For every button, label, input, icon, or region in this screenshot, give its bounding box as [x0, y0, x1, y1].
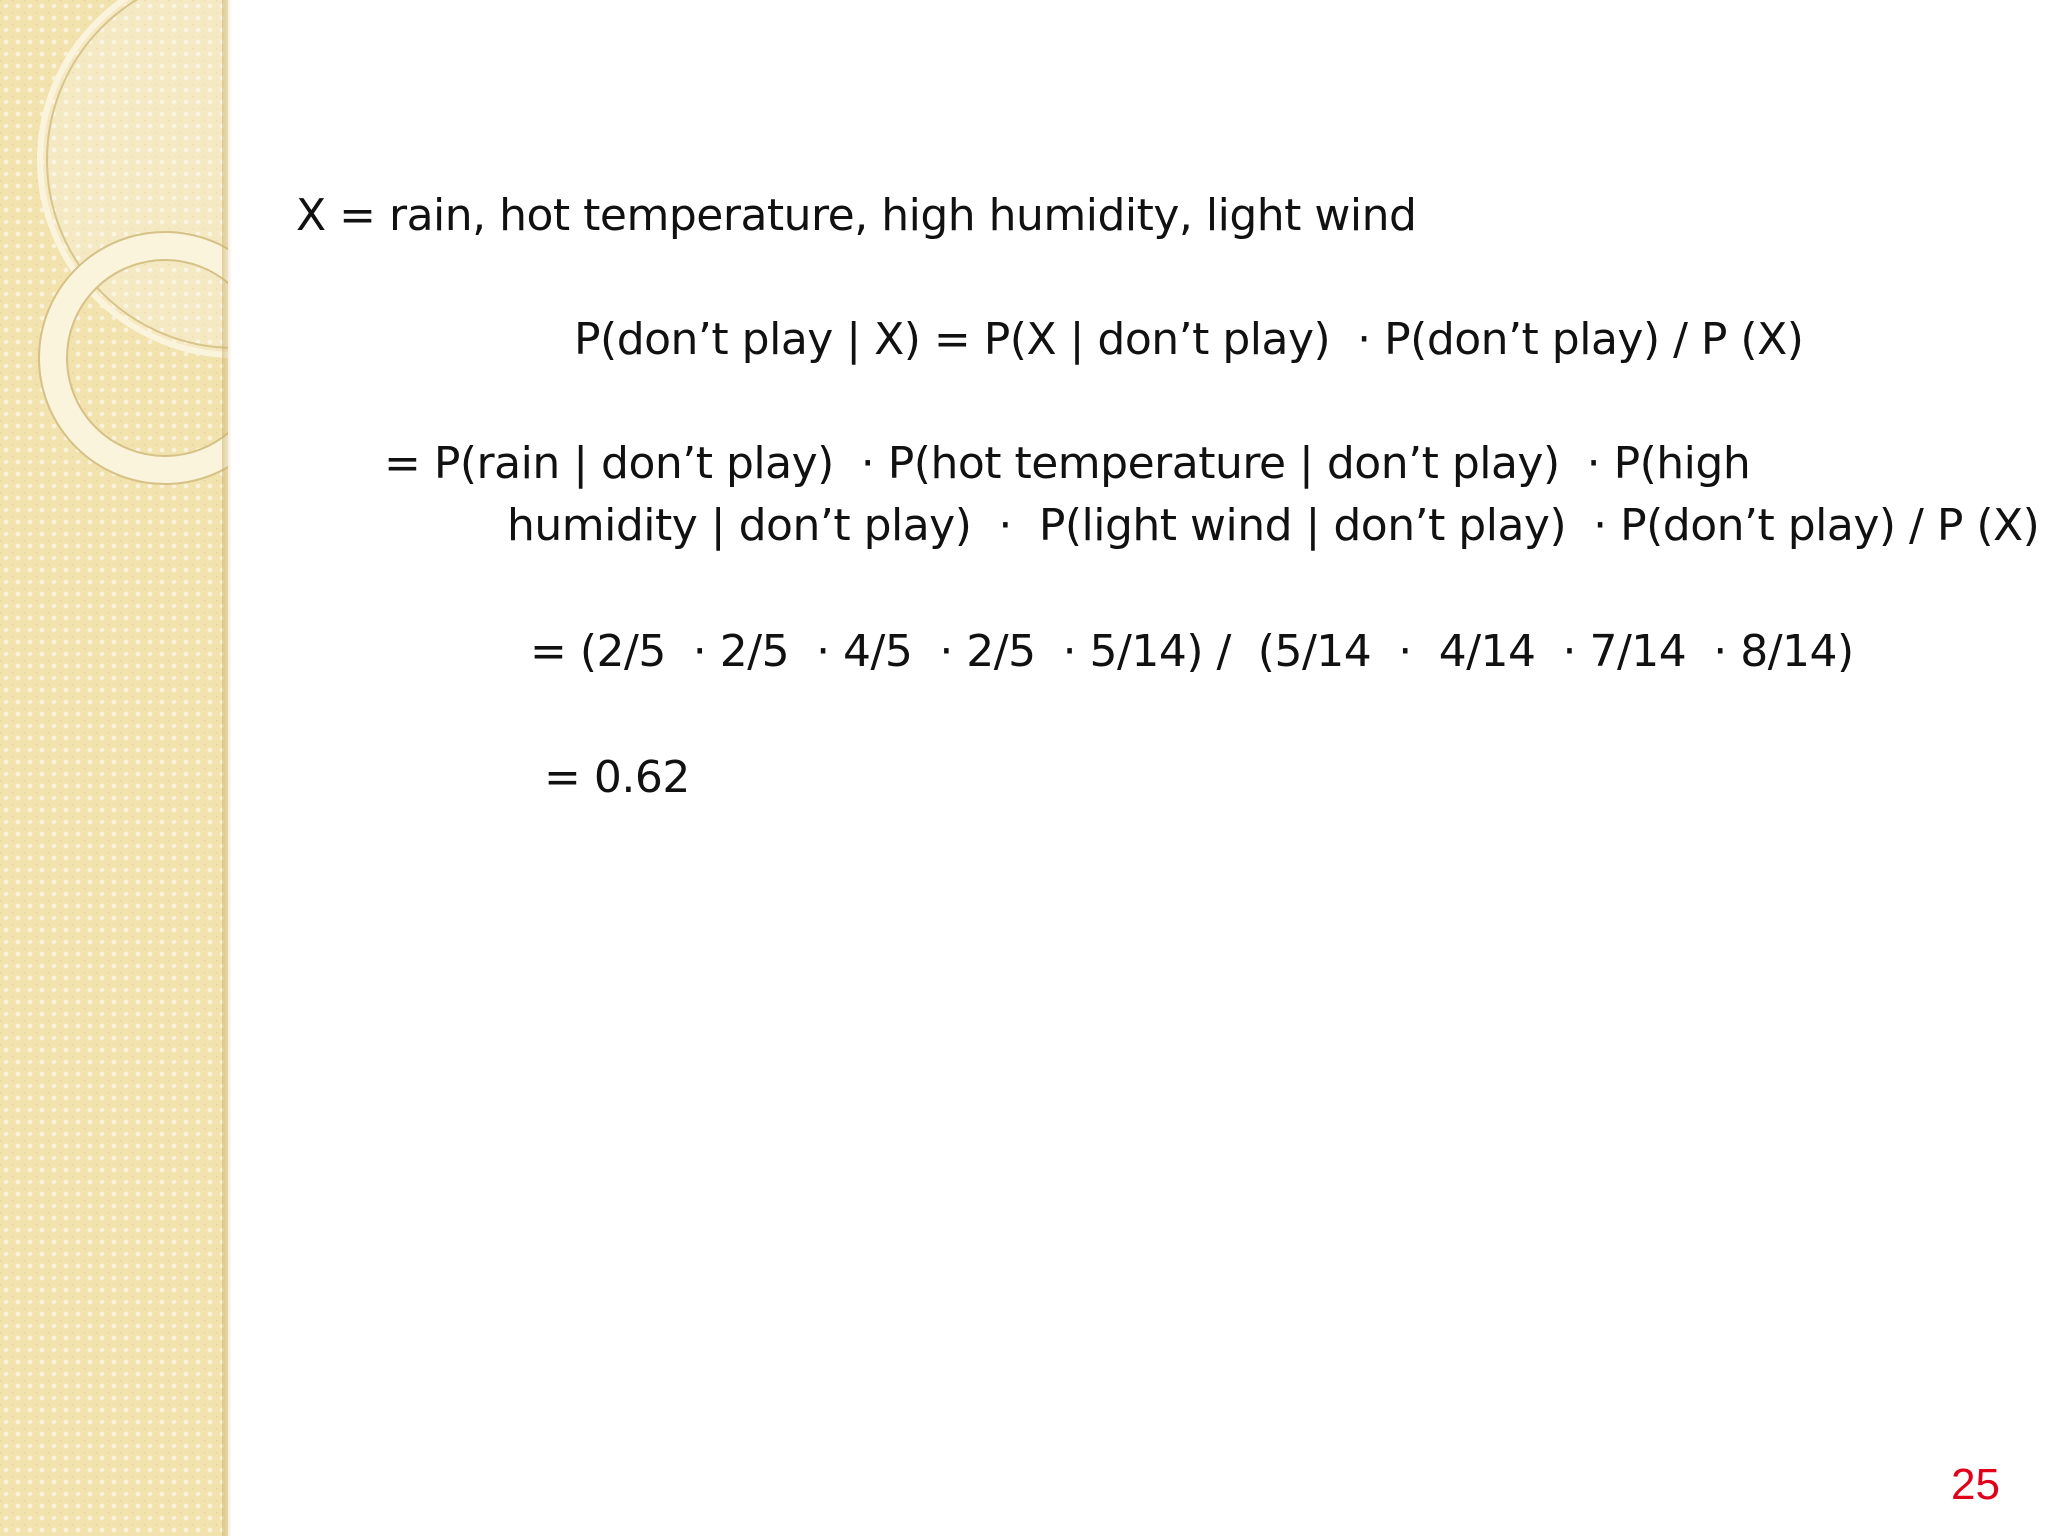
numeric-substitution: = (2/5 · 2/5 · 4/5 · 2/5 · 5/14) / (5/14 · 4/14 · 7/14 · 8/14) [530, 626, 1854, 677]
result-value: = 0.62 [544, 752, 690, 803]
decorative-sidebar [0, 0, 228, 1536]
expansion-line-2: humidity | don’t play) · P(light wind | don’t play) · P(don’t play) / P (X) [507, 500, 2040, 551]
expansion-line-1: = P(rain | don’t play) · P(hot temperature | don’t play) · P(high [384, 438, 1751, 489]
bayes-formula: P(don’t play | X) = P(X | don’t play) · P(don’t play) / P (X) [574, 314, 1804, 365]
variable-definition: X = rain, hot temperature, high humidity, light wind [296, 190, 1417, 241]
page-number: 25 [1951, 1460, 2000, 1509]
sidebar-shadow [222, 0, 232, 1536]
